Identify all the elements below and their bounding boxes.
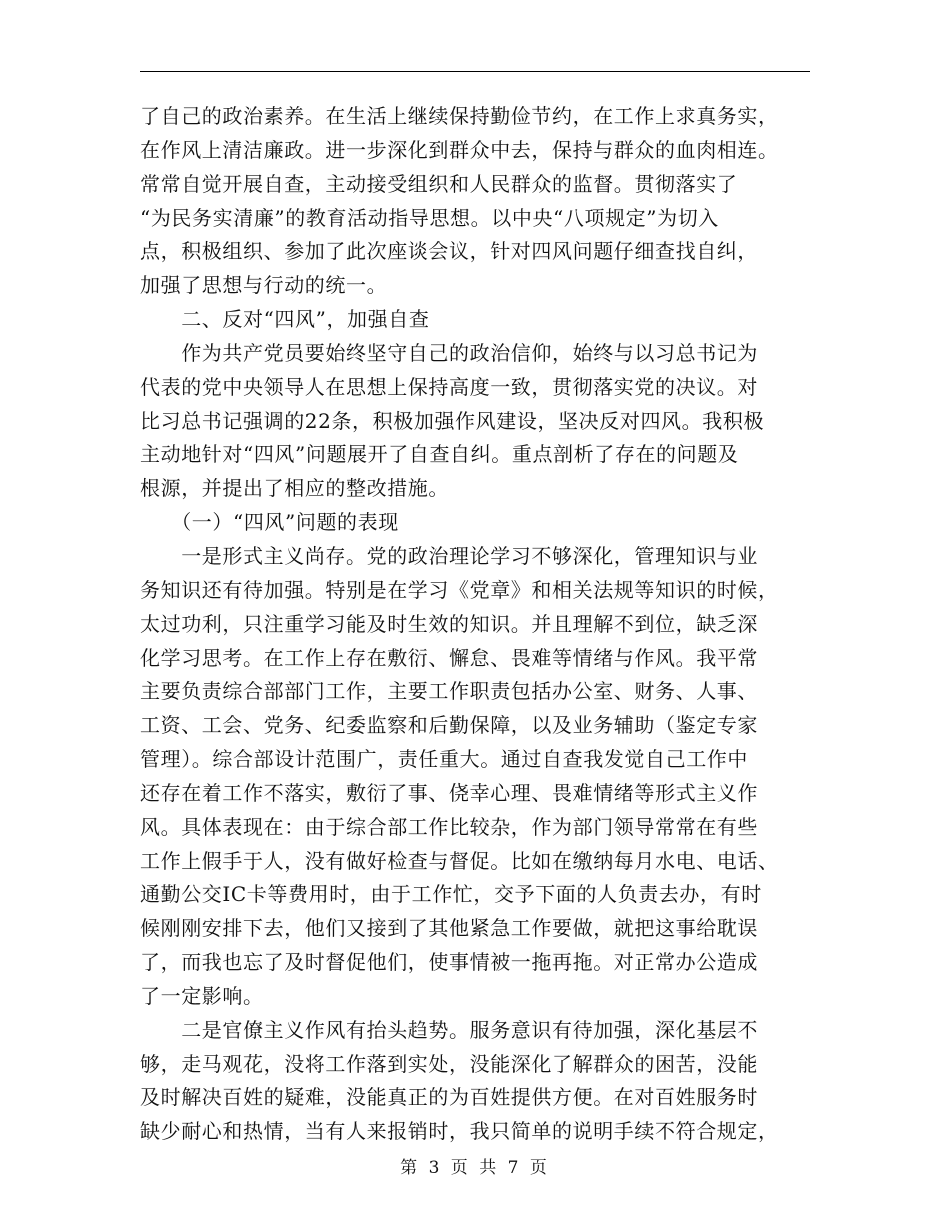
text-line: 了自己的政治素养。在生活上继续保持勤俭节约，在工作上求真务实，: [140, 104, 779, 128]
section-heading: 二、反对“四风”，加强自查: [140, 307, 430, 332]
document-body: [140, 100, 815, 1149]
text-line: 还存在着工作不落实，敷衍了事、侥幸心理、畏难情绪等形式主义作: [140, 780, 758, 805]
text-line: 比习总书记强调的22条，积极加强作风建设，坚决反对四风。我积极: [140, 408, 765, 433]
text-line: 点，积极组织、参加了此次座谈会议，针对四风问题仔细查找自纠，: [140, 239, 758, 264]
text-line: 根源，并提出了相应的整改措施。: [140, 476, 449, 501]
text-line: “为民务实清廉”的教育活动指导思想。以中央“八项规定”为切入: [140, 205, 719, 230]
text-line: 通勤公交IC卡等费用时，由于工作忙，交予下面的人负责去办，有时: [140, 882, 762, 907]
text-line: 够，走马观花，没将工作落到实处，没能深化了解群众的困苦，没能: [140, 1051, 758, 1076]
text-line: 加强了思想与行动的统一。: [140, 273, 388, 298]
subsection-heading: （一）“四风”问题的表现: [140, 510, 399, 535]
text-line: 工作上假手于人，没有做好检查与督促。比如在缴纳每月水电、电话、: [140, 848, 779, 873]
text-line: 太过功利，只注重学习能及时生效的知识。并且理解不到位，缺乏深: [140, 611, 758, 636]
text-line: 一是形式主义尚存。党的政治理论学习不够深化，管理知识与业: [140, 543, 758, 568]
text-line: 候刚刚安排下去，他们又接到了其他紧急工作要做，就把这事给耽误: [140, 916, 758, 941]
text-line: 二是官僚主义作风有抬头趋势。服务意识有待加强，深化基层不: [140, 1017, 758, 1042]
text-line: 及时解决百姓的疑难，没能真正的为百姓提供方便。在对百姓服务时: [140, 1085, 758, 1110]
text-line: 务知识还有待加强。特别是在学习《党章》和相关法规等知识的时候，: [140, 577, 779, 602]
text-line: 作为共产党员要始终坚守自己的政治信仰，始终与以习总书记为: [140, 340, 758, 365]
text-line: 化学习思考。在工作上存在敷衍、懈怠、畏难等情绪与作风。我平常: [140, 645, 758, 670]
header-rule: [140, 71, 810, 72]
text-line: 风。具体表现在：由于综合部工作比较杂，作为部门领导常常在有些: [140, 814, 758, 839]
page-footer: 第 3 页 共 7 页: [400, 1158, 550, 1178]
text-line: 主要负责综合部部门工作，主要工作职责包括办公室、财务、人事、: [140, 679, 758, 704]
text-line: 缺少耐心和热情，当有人来报销时，我只简单的说明手续不符合规定，: [140, 1119, 779, 1144]
text-line: 了一定影响。: [140, 983, 264, 1008]
text-line: 常常自觉开展自查，主动接受组织和人民群众的监督。贯彻落实了: [140, 171, 738, 196]
text-line: 在作风上清洁廉政。进一步深化到群众中去，保持与群众的血肉相连。: [140, 137, 779, 162]
text-line: 了，而我也忘了及时督促他们，使事情被一拖再拖。对正常办公造成: [140, 950, 758, 975]
text-line: 工资、工会、党务、纪委监察和后勤保障，以及业务辅助（鉴定专家: [140, 713, 758, 738]
text-line: 管理）。综合部设计范围广，责任重大。通过自查我发觉自己工作中: [140, 747, 748, 772]
text-line: 代表的党中央领导人在思想上保持高度一致，贯彻落实党的决议。对: [140, 374, 758, 399]
text-line: 主动地针对“四风”问题展开了自查自纠。重点剖析了存在的问题及: [140, 442, 739, 467]
